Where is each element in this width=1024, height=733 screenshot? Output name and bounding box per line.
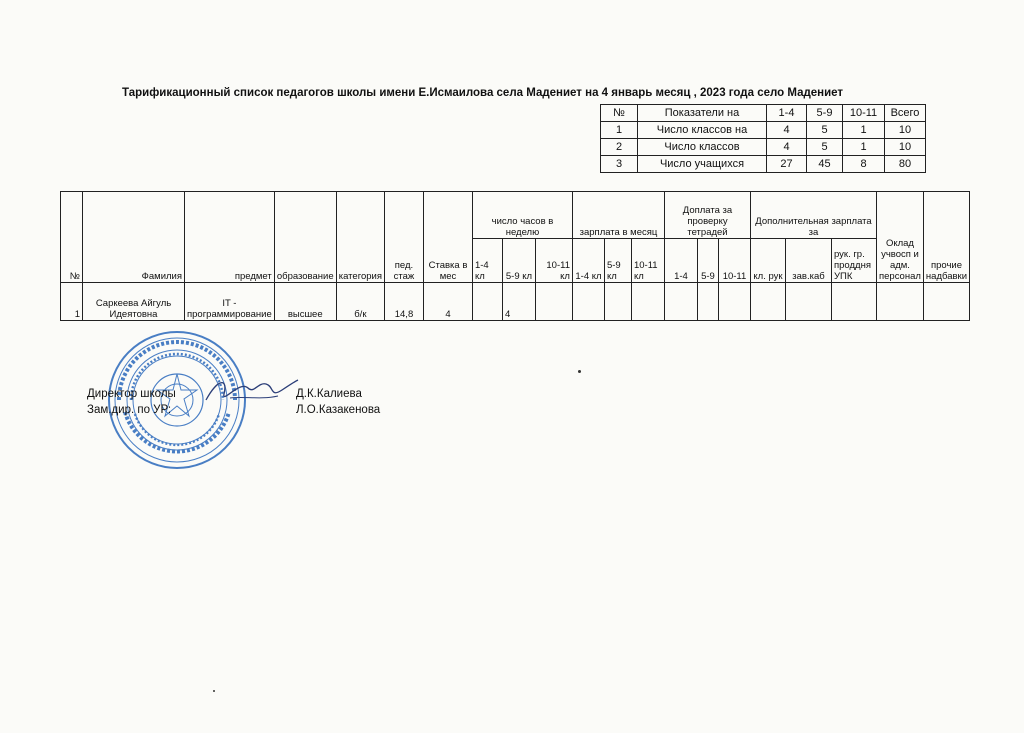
- deputy-label: Зам.дир. по УР:: [87, 404, 172, 416]
- summary-cell: 10: [885, 122, 926, 139]
- summary-cell: 5: [807, 139, 843, 156]
- summary-cell: 1: [843, 139, 885, 156]
- cell-rate: 4: [423, 283, 472, 321]
- summary-row: [601, 156, 926, 173]
- cell-other: [923, 283, 969, 321]
- cell-surname: Саркеева Айгуль Идеятовна: [83, 283, 185, 321]
- cell-extra-room-head: [785, 283, 831, 321]
- cell-extra-group-lead: [831, 283, 876, 321]
- cell-salary-adm: [876, 283, 923, 321]
- summary-table: [600, 104, 926, 173]
- table-row: [61, 283, 970, 321]
- cell-category: б/к: [336, 283, 384, 321]
- scan-speck: [213, 690, 215, 692]
- summary-header-cell: Всего: [885, 105, 926, 122]
- summary-cell: Число классов: [638, 139, 767, 156]
- summary-cell: Число учащихся: [638, 156, 767, 173]
- col-surname-header: Фамилия: [83, 192, 185, 283]
- summary-cell: 2: [601, 139, 638, 156]
- col-subject-header: предмет: [185, 192, 275, 283]
- extra-room-head-header: зав.каб: [785, 239, 831, 283]
- cell-education: высшее: [274, 283, 336, 321]
- summary-header-cell: 10-11: [843, 105, 885, 122]
- cell-check-10-11: [718, 283, 750, 321]
- extra-group-lead-header: рук. гр. проддня УПК: [831, 239, 876, 283]
- col-num-header: №: [61, 192, 83, 283]
- salary-5-9-header: 5-9 кл: [604, 239, 631, 283]
- director-signature: [200, 370, 300, 410]
- col-experience-header: пед. стаж: [384, 192, 423, 283]
- check-group-header: Доплата за проверку тетрадей: [664, 192, 750, 239]
- summary-header-cell: Показатели на: [638, 105, 767, 122]
- summary-header-cell: 1-4: [767, 105, 807, 122]
- summary-header-cell: 5-9: [807, 105, 843, 122]
- cell-hours-1-4: [472, 283, 502, 321]
- col-salary-adm-header: Оклад учвосп и адм. персонал: [876, 192, 923, 283]
- summary-cell: 3: [601, 156, 638, 173]
- hours-10-11-header: 10-11 кл: [535, 239, 572, 283]
- summary-cell: 10: [885, 139, 926, 156]
- summary-row: [601, 122, 926, 139]
- cell-hours-10-11: [535, 283, 572, 321]
- summary-cell: 4: [767, 122, 807, 139]
- salary-group-header: зарплата в месяц: [572, 192, 664, 239]
- summary-cell: 80: [885, 156, 926, 173]
- cell-experience: 14,8: [384, 283, 423, 321]
- check-1-4-header: 1-4: [664, 239, 697, 283]
- director-name: Д.К.Калиева: [296, 388, 362, 400]
- summary-cell: 1: [601, 122, 638, 139]
- deputy-name: Л.О.Казакенова: [296, 404, 381, 416]
- summary-row: [601, 139, 926, 156]
- hours-5-9-header: 5-9 кл: [502, 239, 535, 283]
- cell-salary-5-9: [604, 283, 631, 321]
- table-header-row: [61, 192, 970, 239]
- salary-1-4-header: 1-4 кл: [572, 239, 604, 283]
- salary-10-11-header: 10-11 кл: [631, 239, 664, 283]
- summary-cell: 4: [767, 139, 807, 156]
- summary-header-cell: №: [601, 105, 638, 122]
- summary-cell: 5: [807, 122, 843, 139]
- col-education-header: образование: [274, 192, 336, 283]
- check-10-11-header: 10-11: [718, 239, 750, 283]
- director-label: Директор школы: [87, 388, 176, 400]
- summary-cell: Число классов на: [638, 122, 767, 139]
- cell-num: 1: [61, 283, 83, 321]
- summary-cell: 8: [843, 156, 885, 173]
- scan-speck: [578, 370, 581, 373]
- cell-check-1-4: [664, 283, 697, 321]
- summary-cell: 1: [843, 122, 885, 139]
- cell-check-5-9: [697, 283, 718, 321]
- cell-salary-10-11: [631, 283, 664, 321]
- hours-1-4-header: 1-4 кл: [472, 239, 502, 283]
- check-5-9-header: 5-9: [697, 239, 718, 283]
- col-rate-header: Ставка в мес: [423, 192, 472, 283]
- cell-subject: IT - программирование: [185, 283, 275, 321]
- document-title: Тарификационный список педагогов школы имени Е.Исмаилова села Мадениет на 4 январь месяц , 2023 года село Мадениет: [122, 87, 844, 99]
- cell-extra-class-teacher: [750, 283, 785, 321]
- col-other-header: прочие надбавки: [923, 192, 969, 283]
- hours-group-header: число часов в неделю: [472, 192, 572, 239]
- extra-class-teacher-header: кл. рук: [750, 239, 785, 283]
- tarification-table: [60, 191, 970, 321]
- col-category-header: категория: [336, 192, 384, 283]
- cell-salary-1-4: [572, 283, 604, 321]
- summary-cell: 45: [807, 156, 843, 173]
- extra-group-header: Дополнительная зарплата за: [750, 192, 876, 239]
- cell-hours-5-9: 4: [502, 283, 535, 321]
- summary-cell: 27: [767, 156, 807, 173]
- summary-header-row: [601, 105, 926, 122]
